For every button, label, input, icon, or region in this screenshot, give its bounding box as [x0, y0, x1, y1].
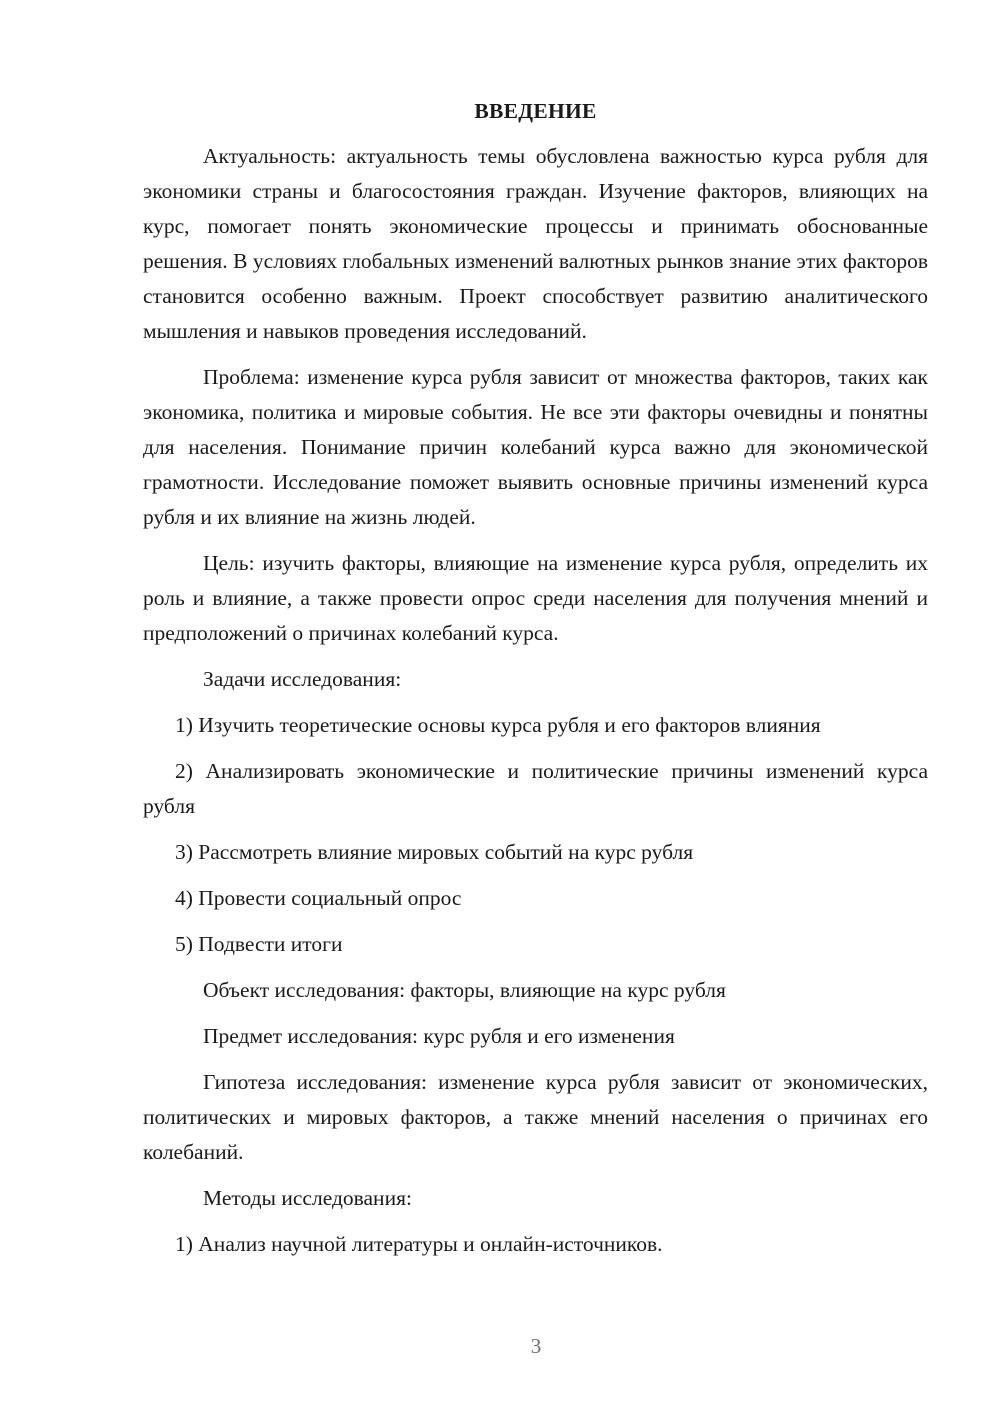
page-content [143, 94, 928, 1273]
object-paragraph: Объект исследования: факторы, влияющие на курс рубля [203, 978, 726, 1002]
methods-heading: Методы исследования: [203, 1186, 412, 1210]
task-item-4: 4) Провести социальный опрос [175, 886, 462, 910]
subject-paragraph: Предмет исследования: курс рубля и его изменения [203, 1024, 675, 1048]
task-item-2: 2) Анализировать экономические и политические причины изменений курса рубля [143, 759, 928, 818]
tasks-heading: Задачи исследования: [203, 667, 402, 691]
hypothesis-paragraph: Гипотеза исследования: изменение курса рубля зависит от экономических, политических и мировых факторов, а также мнений населения о причинах его колебаний. [143, 1070, 928, 1164]
relevance-paragraph: Актуальность: актуальность темы обусловлена важностью курса рубля для экономики страны и благосостояния граждан. Изучение факторов, влияющих на курс, помогает понять экономические процессы и принимать обоснованные решения. В условиях глобальных изменений валютных рынков знание этих факторов становится особенно важным. Проект способствует развитию аналитического мышления и навыков проведения исследований. [143, 144, 928, 343]
task-item-3: 3) Рассмотреть влияние мировых событий на курс рубля [175, 840, 694, 864]
method-item-1: 1) Анализ научной литературы и онлайн-источников. [175, 1232, 663, 1256]
task-item-5: 5) Подвести итоги [175, 932, 343, 956]
problem-paragraph: Проблема: изменение курса рубля зависит от множества факторов, таких как экономика, политика и мировые события. Не все эти факторы очевидны и понятны для населения. Понимание причин колебаний курса важно для экономической грамотности. Исследование поможет выявить основные причины изменений курса рубля и их влияние на жизнь людей. [143, 365, 928, 529]
page-number: 3 [530, 1334, 542, 1358]
page-title: ВВЕДЕНИЕ [474, 99, 597, 123]
task-item-1: 1) Изучить теоретические основы курса рубля и его факторов влияния [175, 713, 821, 737]
goal-paragraph: Цель: изучить факторы, влияющие на изменение курса рубля, определить их роль и влияние, а также провести опрос среди населения для получения мнений и предположений о причинах колебаний курса. [143, 551, 928, 645]
